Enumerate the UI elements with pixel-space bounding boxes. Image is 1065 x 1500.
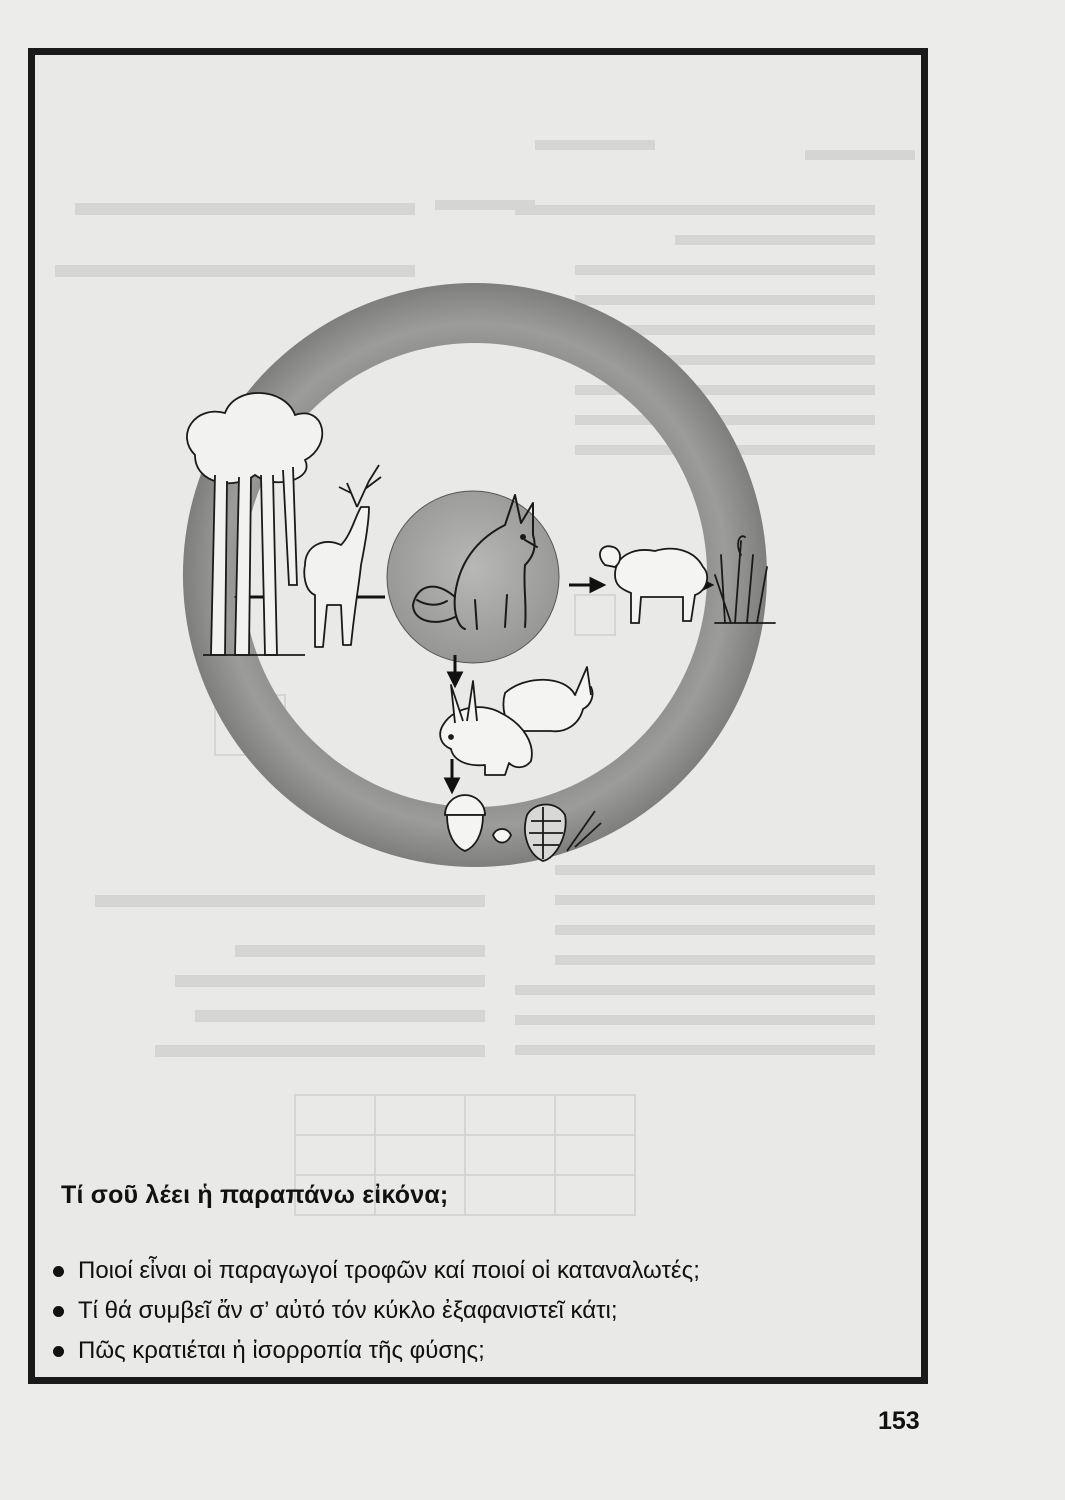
deer-icon bbox=[304, 465, 381, 647]
question-item bbox=[53, 1291, 700, 1331]
questions-list bbox=[53, 1251, 700, 1371]
sheep-icon bbox=[600, 546, 707, 623]
question-text: Τί θά συμβεῖ ἄν σ’ αὐτό τόν κύκλο ἐξαφανιστεῖ κάτι; bbox=[78, 1297, 618, 1324]
food-cycle-illustration bbox=[155, 255, 795, 895]
question-text: Πῶς κρατιέται ἡ ἰσορροπία τῆς φύσης; bbox=[78, 1337, 485, 1364]
question-text: Ποιοί εἶναι οἱ παραγωγοί τροφῶν καί ποιοί οἱ καταναλωτές; bbox=[78, 1257, 700, 1284]
page-number: 153 bbox=[878, 1407, 920, 1435]
page-frame bbox=[28, 48, 928, 1384]
question-item bbox=[53, 1251, 700, 1291]
hares-icon bbox=[440, 667, 592, 775]
question-item bbox=[53, 1331, 700, 1371]
questions-title: Τί σοῦ λέει ἡ παραπάνω εἰκόνα; bbox=[61, 1181, 449, 1209]
bullet-icon bbox=[53, 1346, 64, 1357]
bullet-icon bbox=[53, 1306, 64, 1317]
bullet-icon bbox=[53, 1266, 64, 1277]
